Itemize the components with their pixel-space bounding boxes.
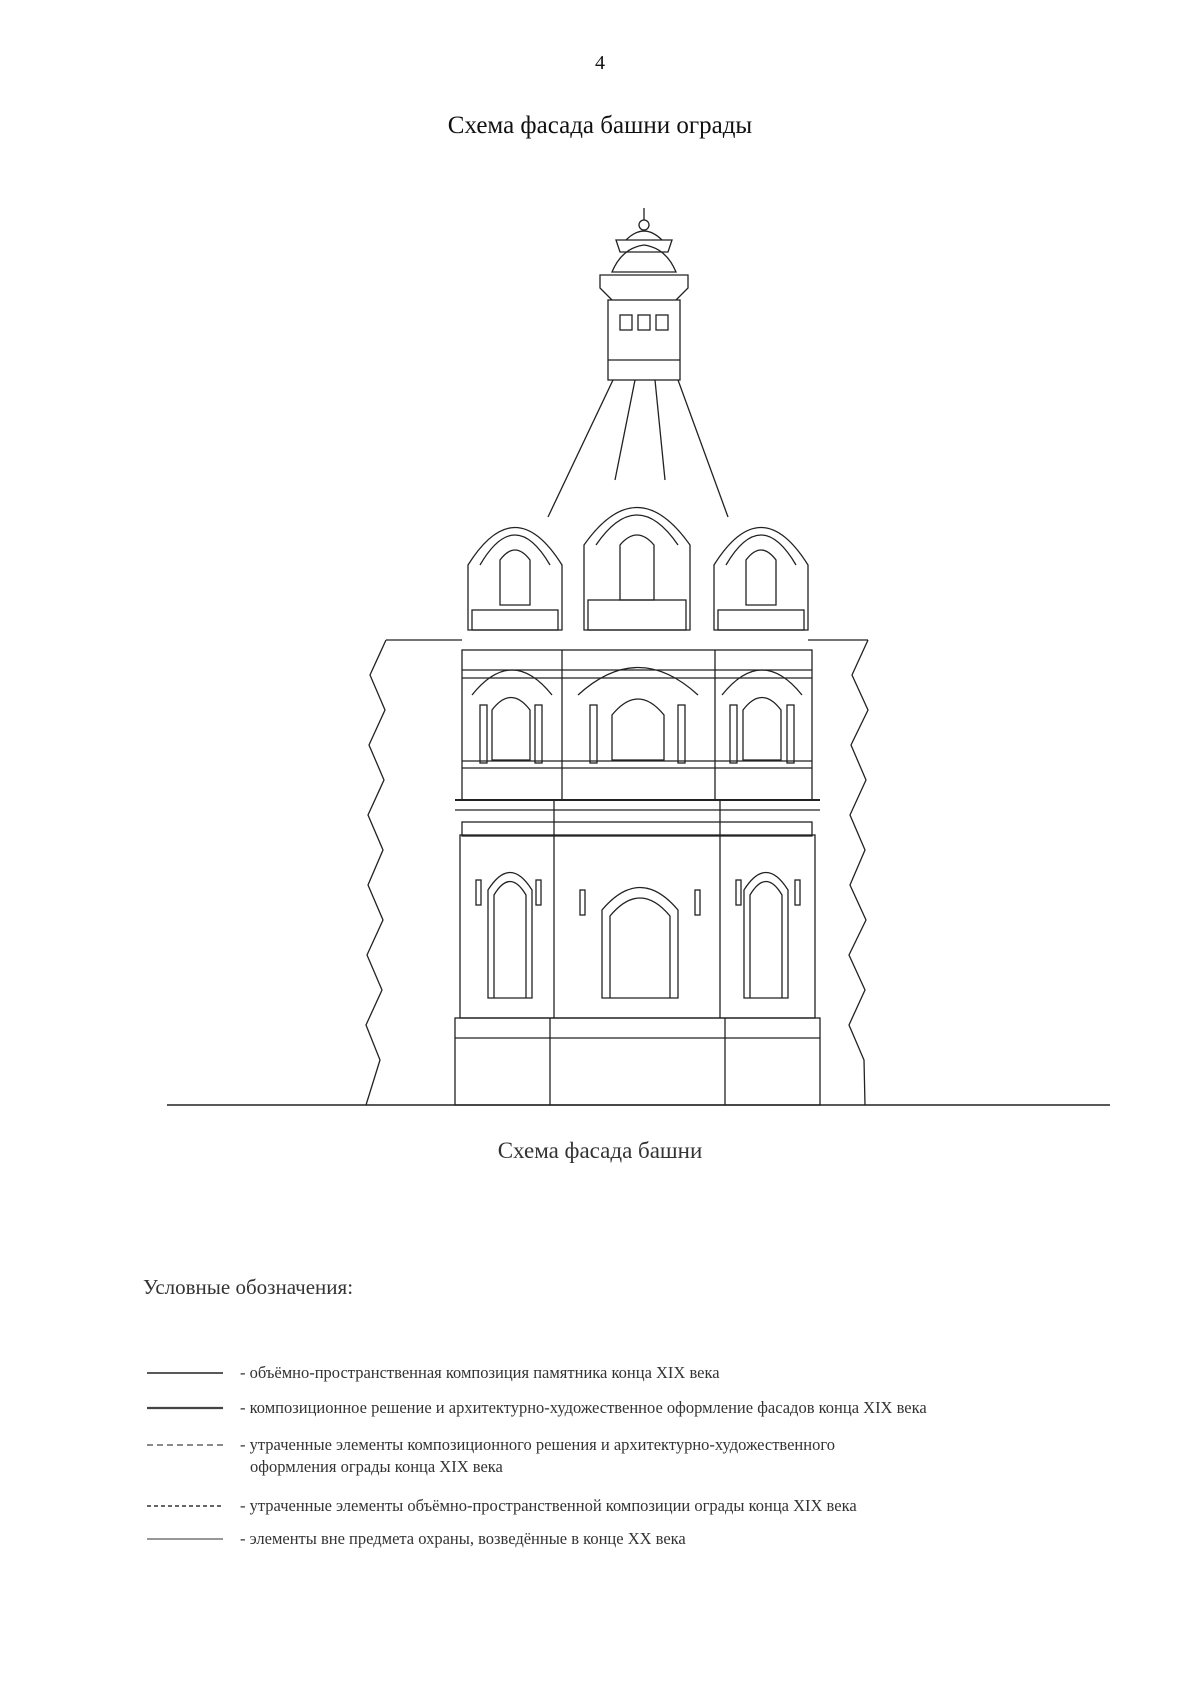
fence-break-left: [366, 640, 386, 1105]
legend-text-line1: - утраченные элементы композиционного решения и архитектурно-художественного: [240, 1435, 835, 1454]
legend-line-dashed-dense: [143, 1495, 228, 1517]
tower-plinth: [455, 1018, 820, 1105]
tower-lower-tier: [455, 800, 820, 1018]
drawing-caption: Схема фасада башни: [497, 1138, 703, 1163]
page-number: 4: [595, 52, 605, 74]
small-dome-center: [584, 508, 690, 631]
cupola-spire: [612, 208, 676, 272]
legend-text: - утраченные элементы объёмно-пространственной композиции ограды конца XIX века: [240, 1496, 857, 1515]
tent-roof: [548, 380, 728, 517]
small-dome-right: [714, 528, 808, 631]
legend-text-line2: оформления ограды конца XIX века: [250, 1457, 503, 1476]
legend-line-solid-gray: [143, 1528, 228, 1550]
legend-line-dashed: [143, 1434, 228, 1456]
legend-line-solid-thin: [143, 1397, 228, 1419]
tower-upper-tier: [462, 650, 812, 800]
fence-break-right: [849, 640, 868, 1105]
legend-text: - элементы вне предмета охраны, возведённые в конце XX века: [240, 1529, 686, 1548]
legend-text: - композиционное решение и архитектурно-художественное оформление фасадов конца XIX века: [240, 1398, 927, 1417]
sheet-title: Схема фасада башни ограды: [447, 112, 753, 139]
legend-line-solid: [143, 1362, 228, 1384]
tower-facade-drawing: [0, 190, 1200, 1150]
legend-text: - объёмно-пространственная композиция памятника конца XIX века: [240, 1363, 720, 1382]
lantern-drum: [600, 275, 688, 380]
legend-text: [240, 1434, 1160, 1478]
legend-title: Условные обозначения:: [143, 1275, 354, 1299]
small-dome-left: [468, 528, 562, 631]
